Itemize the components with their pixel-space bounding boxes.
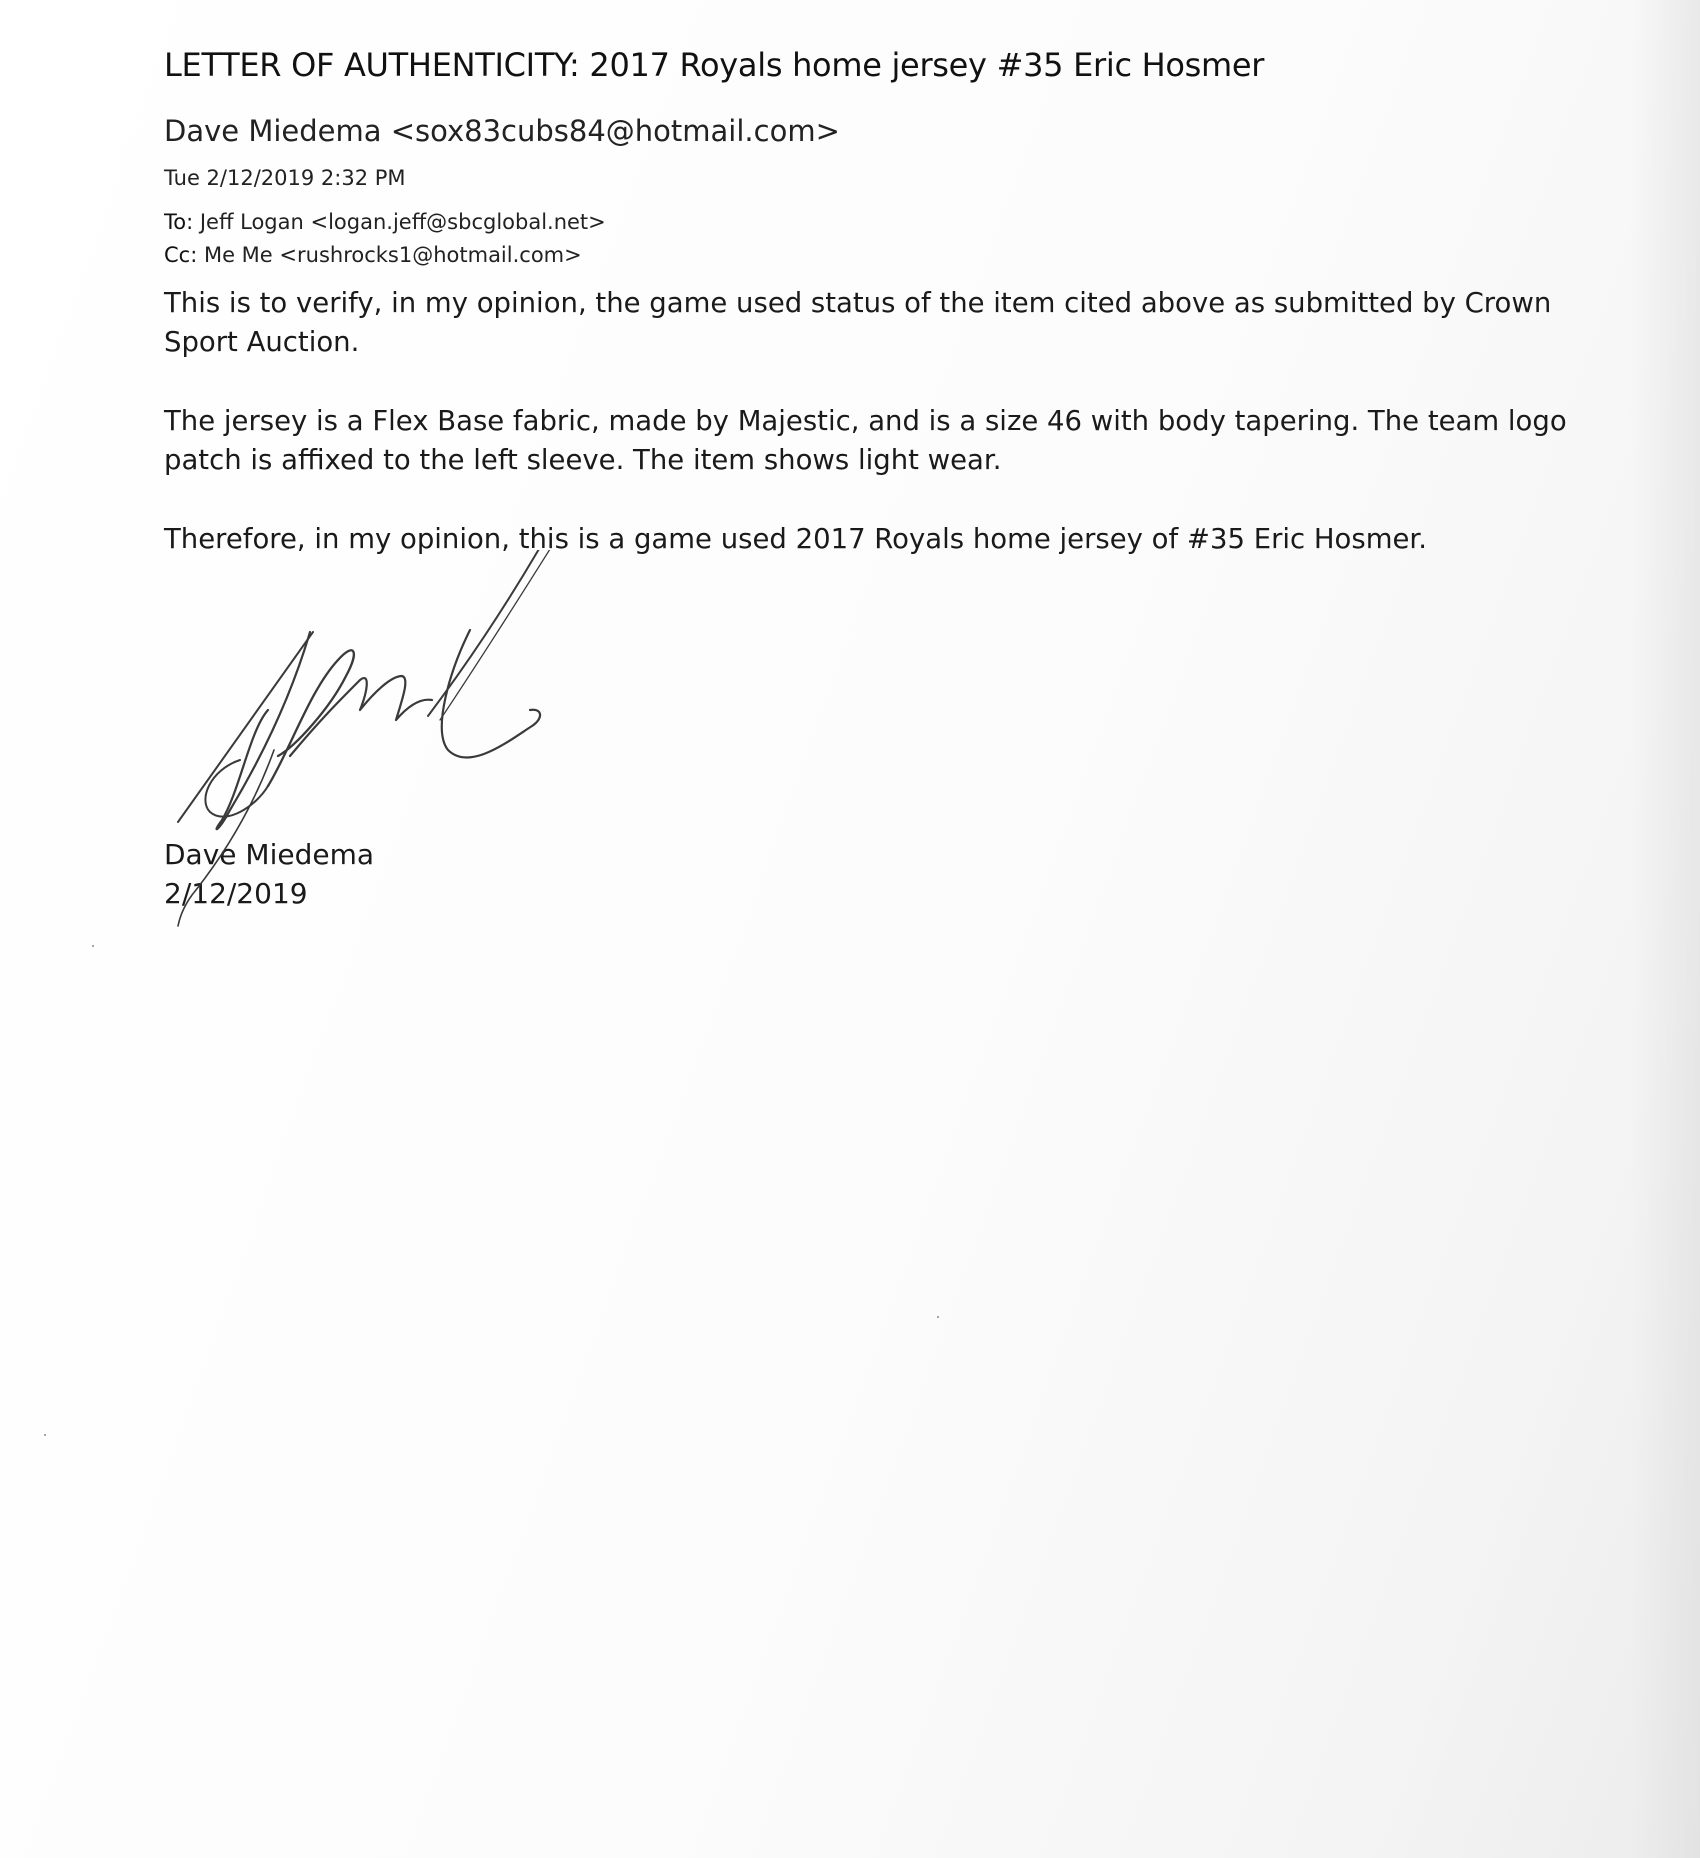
sent-date: Tue 2/12/2019 2:32 PM: [164, 166, 406, 190]
body-paragraph-description: [164, 402, 1584, 480]
signature-stroke: [268, 650, 354, 786]
letter-subject: LETTER OF AUTHENTICITY: 2017 Royals home jersey #35 Eric Hosmer: [164, 46, 1265, 84]
signature-stroke: [178, 750, 274, 926]
signature-stroke: [440, 550, 562, 720]
paragraph-line: Therefore, in my opinion, this is a game used 2017 Royals home jersey of #35 Eric Hosmer.: [164, 523, 1427, 555]
to-value: Jeff Logan <logan.jeff@sbcglobal.net>: [193, 210, 606, 234]
paper-speck: [937, 1316, 939, 1318]
paragraph-line: Sport Auction.: [164, 326, 360, 358]
sender-line: Dave Miedema <sox83cubs84@hotmail.com>: [164, 114, 840, 148]
paragraph-line: The jersey is a Flex Base fabric, made by Majestic, and is a size 46 with body tapering. The team logo: [164, 405, 1567, 437]
paper-speck: [44, 1434, 46, 1436]
handwritten-signature: [170, 550, 610, 950]
signature-stroke: [442, 630, 540, 758]
signature-stroke: [290, 676, 432, 756]
body-paragraph-verification: [164, 284, 1584, 362]
to-label: To:: [164, 210, 194, 234]
paragraph-line: patch is affixed to the left sleeve. The item shows light wear.: [164, 444, 1002, 476]
cc-value: Me Me <rushrocks1@hotmail.com>: [197, 243, 582, 267]
signature-date: 2/12/2019: [164, 877, 308, 910]
cc-line: [164, 243, 582, 267]
cc-label: Cc:: [164, 243, 198, 267]
signature-name: Dave Miedema: [164, 838, 375, 871]
paragraph-line: This is to verify, in my opinion, the game used status of the item cited above as submitted by Crown: [164, 287, 1552, 319]
paper-edge-shadow: [1630, 0, 1700, 1858]
signature-stroke: [178, 632, 313, 822]
paper-speck: [92, 945, 94, 947]
to-line: [164, 210, 606, 234]
